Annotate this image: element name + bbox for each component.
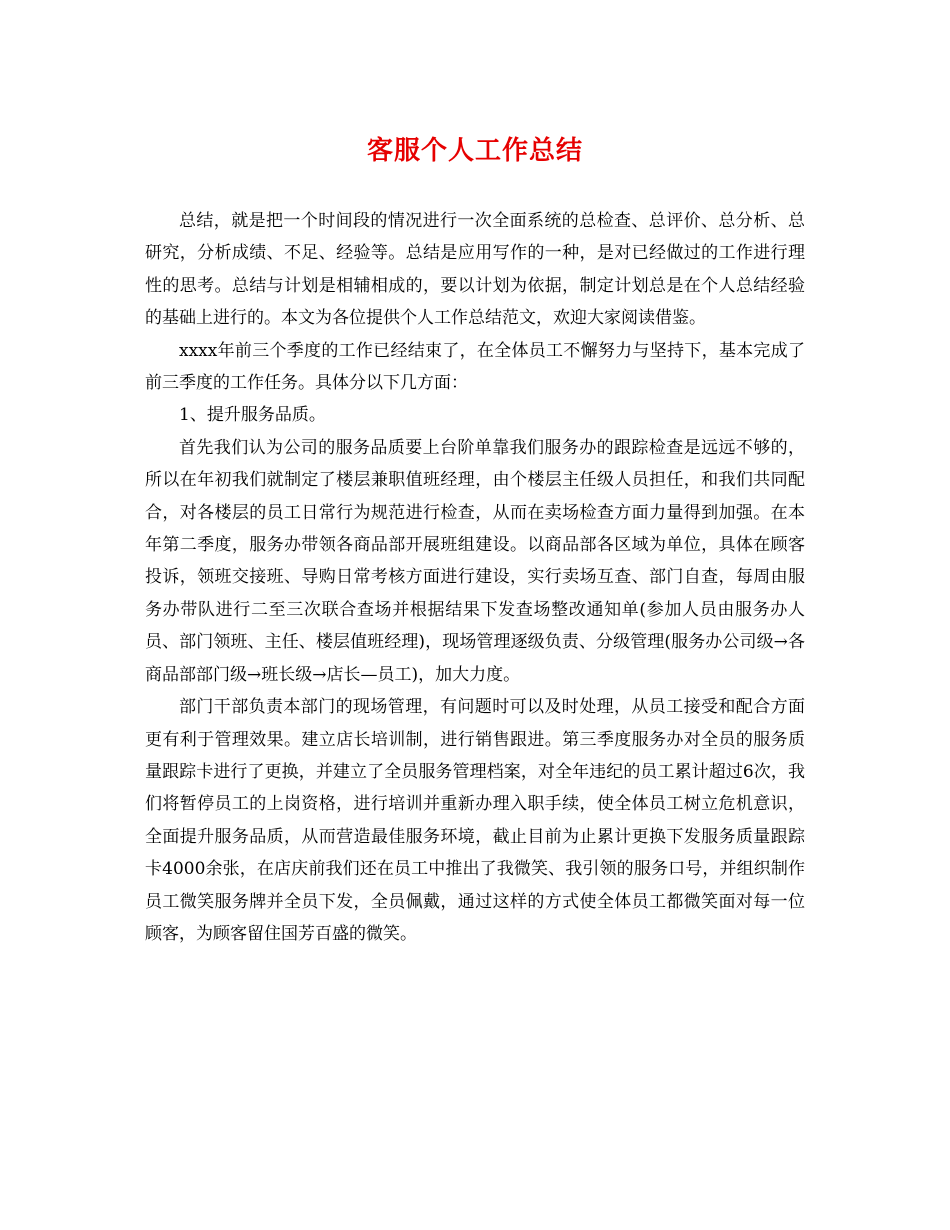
paragraph-intro: 总结，就是把一个时间段的情况进行一次全面系统的总检查、总评价、总分析、总研究，分析成绩、不足、经验等。总结是应用写作的一种，是对已经做过的工作进行理性的思考。总结与计划是相辅相成的，要以计划为依据，制定计划总是在个人总结经验的基础上进行的。本文为各位提供个人工作总结范文，欢迎大家阅读借鉴。 xyxy=(145,211,805,329)
document-title: 客服个人工作总结 xyxy=(366,136,583,166)
paragraph-management: 部门干部负责本部门的现场管理，有问题时可以及时处理，从员工接受和配合方面更有利于管理效果。建立店长培训制，进行销售跟进。第三季度服务办对全员的服务质量跟踪卡进行了更换，并建立了全员服务管理档案，对全年违纪的员工累计超过6次，我们将暂停员工的上岗资格，进行培训并重新办理入职手续，使全体员工树立危机意识，全面提升服务品质，从而营造最佳服务环境，截止目前为止累计更换下发服务质量跟踪卡4000余张，在店庆前我们还在员工中推出了我微笑、我引领的服务口号，并组织制作员工微笑服务牌并全员下发，全员佩戴，通过这样的方式使全体员工都微笑面对每一位顾客，为顾客留住国芳百盛的微笑。 xyxy=(145,697,805,944)
paragraph-overview: xxxx年前三个季度的工作已经结束了，在全体员工不懈努力与坚持下，基本完成了前三季度的工作任务。具体分以下几方面： xyxy=(145,340,805,394)
document-body xyxy=(145,205,805,950)
paragraph-inspection: 首先我们认为公司的服务品质要上台阶单靠我们服务办的跟踪检查是远远不够的，所以在年初我们就制定了楼层兼职值班经理，由个楼层主任级人员担任，和我们共同配合，对各楼层的员工日常行为规范进行检查，从而在卖场检查方面力量得到加强。在本年第二季度，服务办带领各商品部开展班组建设。以商品部各区域为单位，具体在顾客投诉，领班交接班、导购日常考核方面进行建设，实行卖场互查、部门自查，每周由服务办带队进行二至三次联合查场并根据结果下发查场整改通知单(参加人员由服务办人员、部门领班、主任、楼层值班经理)，现场管理逐级负责、分级管理(服务办公司级→各商品部部门级→班长级→店长—员工)，加大力度。 xyxy=(145,437,805,685)
section-heading-service-quality: 1、提升服务品质。 xyxy=(179,405,326,426)
